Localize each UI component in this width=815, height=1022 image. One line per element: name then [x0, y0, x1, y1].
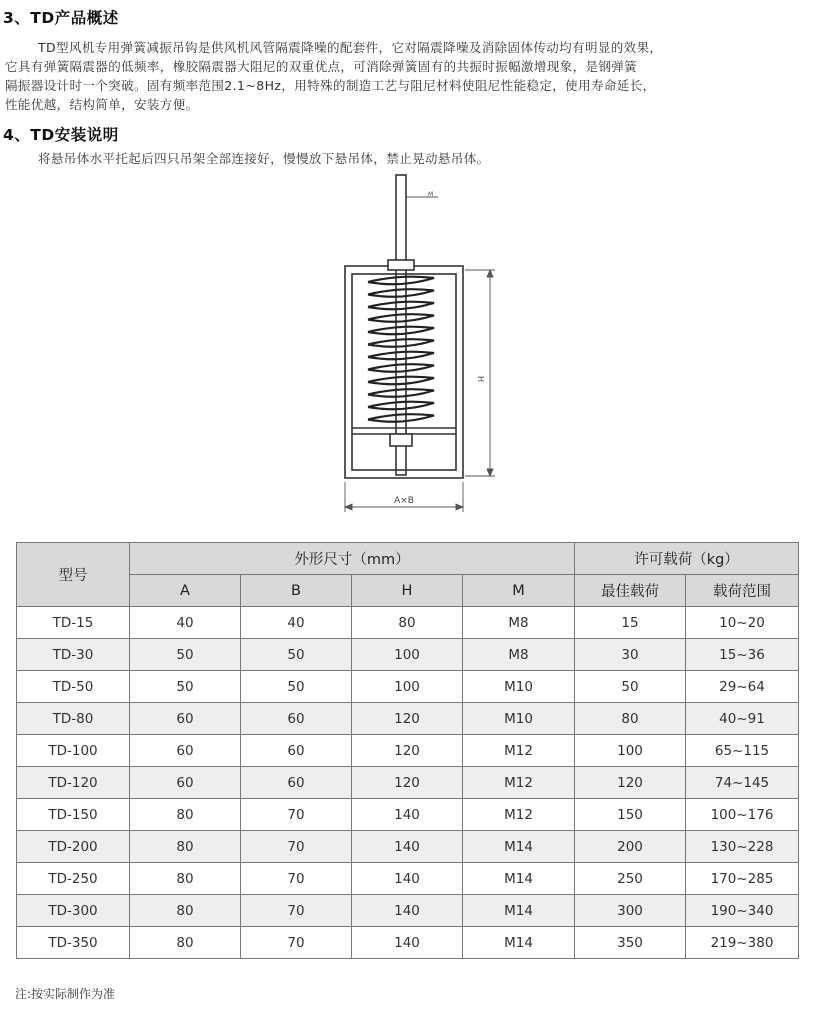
table-row — [17, 863, 799, 895]
cell-m: M14 — [463, 895, 575, 927]
cell-h: 140 — [352, 863, 463, 895]
cell-load-range: 130~228 — [686, 831, 799, 863]
cell-h: 100 — [352, 639, 463, 671]
cell-m: M14 — [463, 927, 575, 959]
cell-model: TD-200 — [17, 831, 130, 863]
cell-h: 140 — [352, 831, 463, 863]
cell-m: M12 — [463, 735, 575, 767]
cell-model: TD-150 — [17, 799, 130, 831]
cell-a: 80 — [130, 863, 241, 895]
threaded-rod — [396, 175, 406, 475]
bottom-nut — [390, 434, 412, 446]
table-row — [17, 639, 799, 671]
cell-h: 100 — [352, 671, 463, 703]
cell-a: 80 — [130, 831, 241, 863]
paragraph-line: TD型风机专用弹簧减振吊钩是供风机风管隔震降噪的配套件，它对隔震降噪及消除固体传动均有明显的效果， — [38, 40, 663, 55]
cell-m: M8 — [463, 607, 575, 639]
cell-load-range: 15~36 — [686, 639, 799, 671]
cell-model: TD-120 — [17, 767, 130, 799]
cell-b: 70 — [241, 863, 352, 895]
cell-model: TD-300 — [17, 895, 130, 927]
footnote: 注:按实际制作为准 — [15, 987, 116, 1001]
cell-h: 120 — [352, 735, 463, 767]
cell-a: 60 — [130, 767, 241, 799]
paragraph-line: 它具有弹簧隔震器的低频率，橡胶隔震器大阻尼的双重优点，可消除弹簧固有的共振时振幅激增现象，是钢弹簧 — [5, 59, 638, 74]
top-nut — [388, 260, 414, 270]
cell-best-load: 120 — [575, 767, 686, 799]
spec-table — [16, 542, 799, 959]
header-best-load: 最佳载荷 — [575, 575, 686, 607]
cell-m: M12 — [463, 799, 575, 831]
cell-b: 40 — [241, 607, 352, 639]
cell-best-load: 15 — [575, 607, 686, 639]
cell-load-range: 10~20 — [686, 607, 799, 639]
cell-b: 70 — [241, 895, 352, 927]
table-row — [17, 767, 799, 799]
cell-best-load: 250 — [575, 863, 686, 895]
section3-paragraph — [5, 38, 811, 114]
table-row — [17, 831, 799, 863]
dim-ab-label: A×B — [394, 496, 414, 506]
cell-model: TD-250 — [17, 863, 130, 895]
dim-m-label: M — [428, 191, 434, 198]
cell-best-load: 150 — [575, 799, 686, 831]
cell-a: 60 — [130, 735, 241, 767]
cell-b: 70 — [241, 831, 352, 863]
header-m: M — [463, 575, 575, 607]
cell-b: 60 — [241, 735, 352, 767]
cell-load-range: 29~64 — [686, 671, 799, 703]
header-h: H — [352, 575, 463, 607]
table-row — [17, 927, 799, 959]
cell-load-range: 74~145 — [686, 767, 799, 799]
cell-a: 40 — [130, 607, 241, 639]
cell-load-range: 65~115 — [686, 735, 799, 767]
cell-a: 60 — [130, 703, 241, 735]
cell-best-load: 100 — [575, 735, 686, 767]
cell-model: TD-15 — [17, 607, 130, 639]
section4-paragraph — [5, 149, 811, 168]
cell-model: TD-100 — [17, 735, 130, 767]
cell-m: M8 — [463, 639, 575, 671]
dim-h-label: H — [476, 376, 485, 383]
header-load-range: 载荷范围 — [686, 575, 799, 607]
cell-m: M12 — [463, 767, 575, 799]
table-row — [17, 671, 799, 703]
cell-b: 60 — [241, 767, 352, 799]
table-row — [17, 735, 799, 767]
cell-h: 140 — [352, 927, 463, 959]
cell-best-load: 30 — [575, 639, 686, 671]
cell-a: 80 — [130, 799, 241, 831]
cell-a: 80 — [130, 927, 241, 959]
cell-a: 50 — [130, 639, 241, 671]
header-dimensions: 外形尺寸（mm） — [130, 543, 575, 575]
cell-model: TD-50 — [17, 671, 130, 703]
table-row — [17, 607, 799, 639]
cell-best-load: 80 — [575, 703, 686, 735]
cell-load-range: 190~340 — [686, 895, 799, 927]
cell-h: 120 — [352, 703, 463, 735]
cell-b: 50 — [241, 671, 352, 703]
section3-heading: 3、TD产品概述 — [3, 9, 119, 27]
cell-b: 70 — [241, 927, 352, 959]
header-model: 型号 — [17, 543, 130, 607]
cell-h: 80 — [352, 607, 463, 639]
cell-best-load: 300 — [575, 895, 686, 927]
cell-m: M14 — [463, 863, 575, 895]
paragraph-line: 性能优越，结构简单，安装方便。 — [5, 97, 199, 112]
paragraph-line: 将悬吊体水平托起后四只吊架全部连接好，慢慢放下悬吊体，禁止晃动悬吊体。 — [38, 151, 490, 166]
cell-model: TD-350 — [17, 927, 130, 959]
table-row — [17, 799, 799, 831]
section4-heading: 4、TD安装说明 — [3, 126, 119, 144]
cell-m: M14 — [463, 831, 575, 863]
header-a: A — [130, 575, 241, 607]
cell-load-range: 219~380 — [686, 927, 799, 959]
cell-b: 70 — [241, 799, 352, 831]
cell-h: 140 — [352, 895, 463, 927]
cell-b: 60 — [241, 703, 352, 735]
header-b: B — [241, 575, 352, 607]
cell-h: 120 — [352, 767, 463, 799]
cell-a: 50 — [130, 671, 241, 703]
cell-model: TD-80 — [17, 703, 130, 735]
cell-h: 140 — [352, 799, 463, 831]
cell-m: M10 — [463, 671, 575, 703]
cell-m: M10 — [463, 703, 575, 735]
cell-best-load: 200 — [575, 831, 686, 863]
cell-a: 80 — [130, 895, 241, 927]
cell-load-range: 40~91 — [686, 703, 799, 735]
hanger-diagram — [320, 170, 510, 515]
cell-b: 50 — [241, 639, 352, 671]
header-load: 许可载荷（kg） — [575, 543, 799, 575]
cell-best-load: 50 — [575, 671, 686, 703]
cell-best-load: 350 — [575, 927, 686, 959]
cell-model: TD-30 — [17, 639, 130, 671]
cell-load-range: 100~176 — [686, 799, 799, 831]
table-row — [17, 703, 799, 735]
paragraph-line: 隔振器设计时一个突破。固有频率范围2.1~8Hz，用特殊的制造工艺与阻尼材料使阻尼性能稳定，使用寿命延长， — [5, 78, 656, 93]
cell-load-range: 170~285 — [686, 863, 799, 895]
table-row — [17, 895, 799, 927]
